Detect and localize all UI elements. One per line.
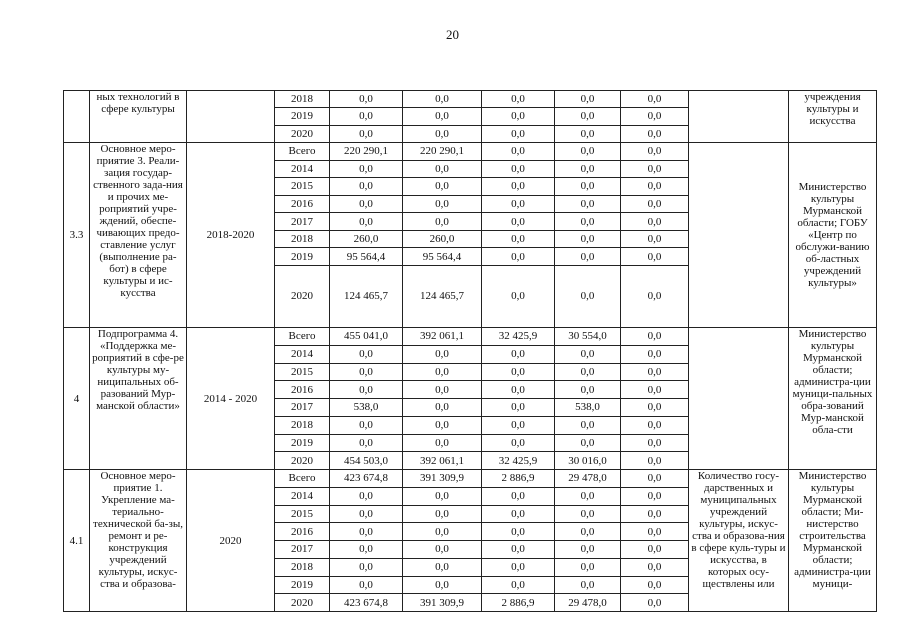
year-cell: 2019 [275, 434, 330, 452]
year-cell: 2017 [275, 399, 330, 417]
year-cell: 2017 [275, 541, 330, 559]
amount-cell: 0,0 [555, 487, 621, 505]
amount-cell: 0,0 [482, 434, 555, 452]
item-description [90, 470, 187, 612]
table-row [64, 91, 877, 108]
amount-cell: 0,0 [555, 230, 621, 248]
year-cell: 2018 [275, 558, 330, 576]
amount-cell: 0,0 [621, 160, 689, 178]
year-cell: 2019 [275, 108, 330, 125]
amount-cell: 0,0 [330, 558, 403, 576]
item-number: 4.1 [64, 470, 90, 612]
amount-cell: 0,0 [482, 248, 555, 266]
amount-cell: 30 016,0 [555, 452, 621, 470]
amount-cell: 0,0 [403, 195, 482, 213]
amount-cell: 0,0 [621, 416, 689, 434]
amount-cell: 0,0 [330, 345, 403, 363]
amount-cell: 0,0 [555, 541, 621, 559]
amount-cell: 260,0 [403, 230, 482, 248]
year-cell: 2016 [275, 523, 330, 541]
amount-cell: 0,0 [621, 399, 689, 417]
amount-cell: 0,0 [555, 363, 621, 381]
amount-cell: 0,0 [482, 213, 555, 231]
amount-cell: 0,0 [482, 541, 555, 559]
amount-cell: 0,0 [482, 505, 555, 523]
amount-cell: 0,0 [482, 143, 555, 161]
responsible-text: Министерство культуры Мурманской области; Ми-нистерство строительства Мурманской области; админиcтра-ции муници- [794, 470, 871, 590]
amount-cell: 423 674,8 [330, 594, 403, 612]
amount-cell: 0,0 [555, 265, 621, 327]
amount-cell: 220 290,1 [403, 143, 482, 161]
amount-cell: 29 478,0 [555, 594, 621, 612]
amount-cell: 124 465,7 [403, 265, 482, 327]
amount-cell: 391 309,9 [403, 470, 482, 488]
amount-cell: 0,0 [621, 345, 689, 363]
indicator-text [691, 91, 786, 142]
responsible-text: Министерство культуры Мурманской области; администра-ции муници-пальных обра-зований Мур-манской обла-сти [792, 328, 873, 436]
amount-cell: 0,0 [555, 125, 621, 142]
amount-cell: 455 041,0 [330, 328, 403, 346]
amount-cell: 0,0 [403, 487, 482, 505]
year-cell: Всего [275, 328, 330, 346]
amount-cell: 0,0 [330, 160, 403, 178]
amount-cell: 0,0 [621, 143, 689, 161]
amount-cell: 0,0 [621, 487, 689, 505]
amount-cell: 0,0 [621, 363, 689, 381]
item-period: 2014 - 2020 [187, 328, 275, 470]
amount-cell: 32 425,9 [482, 328, 555, 346]
responsible-cell [789, 470, 877, 612]
amount-cell: 0,0 [330, 178, 403, 196]
year-cell: Всего [275, 470, 330, 488]
amount-cell: 0,0 [621, 265, 689, 327]
amount-cell: 0,0 [482, 178, 555, 196]
amount-cell: 0,0 [621, 523, 689, 541]
amount-cell: 0,0 [482, 160, 555, 178]
amount-cell: 0,0 [482, 399, 555, 417]
year-cell: 2017 [275, 213, 330, 231]
amount-cell: 0,0 [482, 91, 555, 108]
amount-cell: 0,0 [621, 230, 689, 248]
amount-cell: 260,0 [330, 230, 403, 248]
year-cell: 2015 [275, 505, 330, 523]
responsible-text: учреждения культуры и искусства [804, 91, 861, 127]
amount-cell: 0,0 [555, 505, 621, 523]
amount-cell: 0,0 [482, 363, 555, 381]
year-cell: 2016 [275, 381, 330, 399]
amount-cell: 0,0 [403, 160, 482, 178]
indicator-text [691, 328, 786, 469]
amount-cell: 0,0 [403, 523, 482, 541]
amount-cell: 0,0 [403, 399, 482, 417]
item-description-text: Основное меро-приятие 3. Реали-зация государ-ственного зада-ния и прочих ме-роприятий учре-ждений, обеспе-чивающих предо-ставление услуг (выполнение ра-бот) в сфере культуры и ис-кусства [93, 143, 183, 299]
responsible-cell [789, 328, 877, 470]
year-cell: 2014 [275, 345, 330, 363]
amount-cell: 0,0 [621, 576, 689, 594]
amount-cell: 0,0 [621, 213, 689, 231]
amount-cell: 0,0 [403, 345, 482, 363]
amount-cell: 95 564,4 [330, 248, 403, 266]
amount-cell: 0,0 [482, 265, 555, 327]
amount-cell: 0,0 [330, 125, 403, 142]
amount-cell: 0,0 [482, 125, 555, 142]
budget-table [63, 90, 877, 612]
year-cell: 2020 [275, 125, 330, 142]
amount-cell: 0,0 [621, 558, 689, 576]
amount-cell: 0,0 [555, 576, 621, 594]
year-cell: Всего [275, 143, 330, 161]
amount-cell: 0,0 [555, 345, 621, 363]
amount-cell: 0,0 [330, 213, 403, 231]
amount-cell: 0,0 [482, 558, 555, 576]
amount-cell: 95 564,4 [403, 248, 482, 266]
year-cell: 2020 [275, 452, 330, 470]
amount-cell: 0,0 [555, 248, 621, 266]
amount-cell: 538,0 [555, 399, 621, 417]
amount-cell: 392 061,1 [403, 328, 482, 346]
amount-cell: 391 309,9 [403, 594, 482, 612]
amount-cell: 30 554,0 [555, 328, 621, 346]
table-body [64, 91, 877, 612]
amount-cell: 0,0 [555, 160, 621, 178]
amount-cell: 0,0 [555, 381, 621, 399]
amount-cell: 0,0 [621, 125, 689, 142]
amount-cell: 2 886,9 [482, 470, 555, 488]
amount-cell: 0,0 [621, 248, 689, 266]
amount-cell: 0,0 [330, 381, 403, 399]
amount-cell: 0,0 [555, 195, 621, 213]
amount-cell: 0,0 [482, 416, 555, 434]
table-row [64, 328, 877, 346]
amount-cell: 0,0 [621, 91, 689, 108]
responsible-cell [789, 91, 877, 143]
amount-cell: 0,0 [621, 328, 689, 346]
item-period: 2020 [187, 470, 275, 612]
amount-cell: 0,0 [403, 541, 482, 559]
amount-cell: 0,0 [403, 576, 482, 594]
year-cell: 2015 [275, 178, 330, 196]
amount-cell: 0,0 [555, 91, 621, 108]
amount-cell: 0,0 [330, 91, 403, 108]
indicator-cell [689, 143, 789, 328]
amount-cell: 0,0 [555, 434, 621, 452]
amount-cell: 0,0 [403, 108, 482, 125]
amount-cell: 0,0 [403, 125, 482, 142]
year-cell: 2014 [275, 487, 330, 505]
year-cell: 2020 [275, 265, 330, 327]
amount-cell: 0,0 [330, 108, 403, 125]
amount-cell: 0,0 [330, 195, 403, 213]
amount-cell: 29 478,0 [555, 470, 621, 488]
amount-cell: 124 465,7 [330, 265, 403, 327]
amount-cell: 0,0 [482, 345, 555, 363]
amount-cell: 0,0 [555, 416, 621, 434]
amount-cell: 220 290,1 [330, 143, 403, 161]
amount-cell: 0,0 [555, 213, 621, 231]
item-description-text: Основное меро-приятие 1. Укрепление ма-териально-технической ба-зы, ремонт и ре-конструкция учреждений культуры, искус-ства и образова- [93, 470, 183, 590]
item-description-text: Подпрограмма 4. «Поддержка ме-роприятий в сфе-ре культуры му-ниципальных об-разований Мур-манской области» [92, 328, 184, 412]
amount-cell: 0,0 [330, 505, 403, 523]
amount-cell: 0,0 [482, 230, 555, 248]
amount-cell: 0,0 [621, 452, 689, 470]
indicator-cell [689, 470, 789, 612]
amount-cell: 0,0 [621, 470, 689, 488]
item-number: 3.3 [64, 143, 90, 328]
amount-cell: 0,0 [482, 576, 555, 594]
amount-cell: 0,0 [330, 434, 403, 452]
amount-cell: 0,0 [482, 195, 555, 213]
amount-cell: 0,0 [330, 363, 403, 381]
responsible-text: Министерство культуры Мурманской области; ГОБУ «Центр по обслужи-ванию об-ластных учреждений культуры» [795, 181, 870, 289]
year-cell: 2018 [275, 91, 330, 108]
amount-cell: 0,0 [330, 523, 403, 541]
year-cell: 2018 [275, 416, 330, 434]
amount-cell: 0,0 [403, 213, 482, 231]
amount-cell: 32 425,9 [482, 452, 555, 470]
amount-cell: 0,0 [621, 195, 689, 213]
amount-cell: 538,0 [330, 399, 403, 417]
amount-cell: 0,0 [482, 523, 555, 541]
amount-cell: 0,0 [482, 108, 555, 125]
amount-cell: 0,0 [330, 487, 403, 505]
amount-cell: 0,0 [330, 576, 403, 594]
page-number: 20 [446, 27, 459, 42]
amount-cell: 0,0 [621, 381, 689, 399]
indicator-text: Количество госу-дарственных и муниципальных учреждений культуры, искус-ства и образова-ния в сфере куль-туры и искусства, в которых осу-ществлены или [691, 470, 786, 590]
amount-cell: 0,0 [403, 434, 482, 452]
indicator-cell [689, 328, 789, 470]
amount-cell: 0,0 [621, 108, 689, 125]
amount-cell: 0,0 [621, 434, 689, 452]
table-row [64, 143, 877, 161]
table-row [64, 470, 877, 488]
item-description [90, 91, 187, 143]
year-cell: 2014 [275, 160, 330, 178]
amount-cell: 0,0 [555, 523, 621, 541]
year-cell: 2015 [275, 363, 330, 381]
item-description [90, 143, 187, 328]
amount-cell: 2 886,9 [482, 594, 555, 612]
indicator-cell [689, 91, 789, 143]
amount-cell: 423 674,8 [330, 470, 403, 488]
amount-cell: 0,0 [403, 178, 482, 196]
amount-cell: 0,0 [403, 381, 482, 399]
item-description [90, 328, 187, 470]
amount-cell: 0,0 [555, 558, 621, 576]
amount-cell: 454 503,0 [330, 452, 403, 470]
item-number: 4 [64, 328, 90, 470]
item-period: 2018-2020 [187, 143, 275, 328]
amount-cell: 0,0 [555, 178, 621, 196]
amount-cell: 0,0 [403, 505, 482, 523]
year-cell: 2019 [275, 576, 330, 594]
amount-cell: 0,0 [403, 558, 482, 576]
amount-cell: 0,0 [621, 541, 689, 559]
amount-cell: 0,0 [482, 487, 555, 505]
item-number [64, 91, 90, 143]
amount-cell: 0,0 [555, 108, 621, 125]
amount-cell: 0,0 [403, 363, 482, 381]
year-cell: 2019 [275, 248, 330, 266]
amount-cell: 0,0 [403, 416, 482, 434]
amount-cell: 0,0 [330, 416, 403, 434]
amount-cell: 0,0 [621, 178, 689, 196]
amount-cell: 0,0 [482, 381, 555, 399]
item-period [187, 91, 275, 143]
amount-cell: 0,0 [621, 594, 689, 612]
amount-cell: 0,0 [555, 143, 621, 161]
indicator-text [691, 143, 786, 327]
responsible-cell [789, 143, 877, 328]
amount-cell: 0,0 [330, 541, 403, 559]
year-cell: 2016 [275, 195, 330, 213]
year-cell: 2020 [275, 594, 330, 612]
amount-cell: 392 061,1 [403, 452, 482, 470]
year-cell: 2018 [275, 230, 330, 248]
item-description-text: ных технологий в сфере культуры [96, 91, 180, 115]
amount-cell: 0,0 [403, 91, 482, 108]
amount-cell: 0,0 [621, 505, 689, 523]
